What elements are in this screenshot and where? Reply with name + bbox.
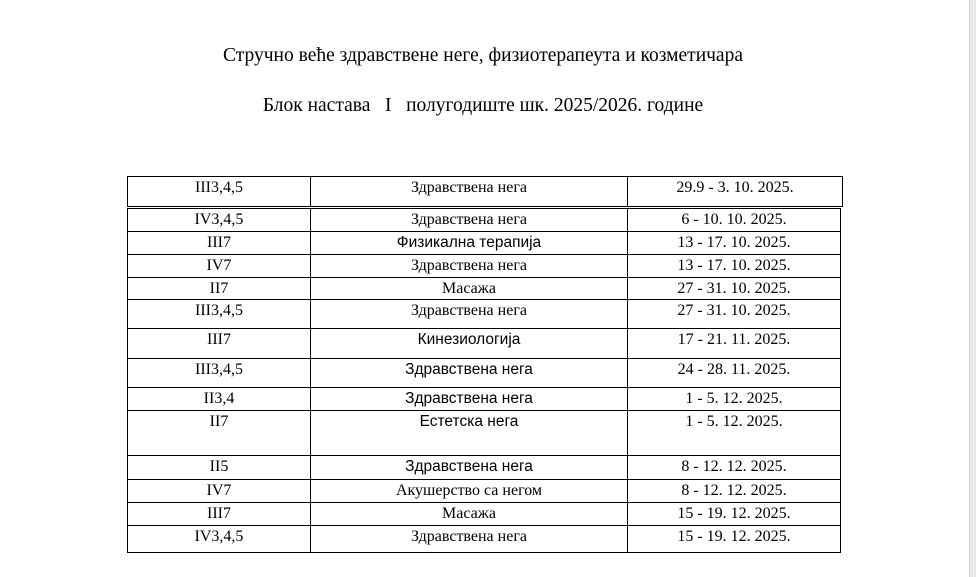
table-row [127,231,841,255]
subject-cell: Акушерство са негом [311,480,628,502]
subject-cell: Здравствена нега [311,209,628,231]
table-row [127,254,841,278]
subject-cell: Кинезиологија [311,329,628,358]
dates-cell: 27 - 31. 10. 2025. [677,280,791,297]
dates-cell: 13 - 17. 10. 2025. [677,234,791,251]
table-row [127,455,841,480]
subject-cell: Здравствена нега [311,456,628,479]
dates-cell: 24 - 28. 11. 2025. [677,361,791,378]
class-cell: III3,4,5 [128,359,311,387]
class-cell: IV3,4,5 [128,526,311,552]
subject-cell: Здравствена нега [311,526,628,552]
table-row [127,502,841,526]
class-cell: II7 [128,411,311,455]
subject-cell: Физикална терапија [311,232,628,254]
table-row [127,410,841,456]
dates-cell: 1 - 5. 12. 2025. [685,390,783,407]
class-cell: III7 [128,503,311,525]
subject-cell: Здравствена нега [311,359,628,387]
subject-cell: Здравствена нега [311,177,628,206]
dates-cell: 17 - 21. 11. 2025. [677,331,791,348]
table-row [127,176,843,207]
class-cell: III7 [128,329,311,358]
table-row [127,479,841,503]
class-cell: II7 [128,278,311,299]
table-row [127,358,841,388]
table-row [127,387,841,411]
class-cell: III3,4,5 [128,177,311,206]
class-cell: II3,4 [128,388,311,410]
dates-cell: 29.9 - 3. 10. 2025. [676,179,794,196]
class-cell: IV7 [128,255,311,277]
page-right-edge [969,0,976,577]
subject-cell: Масажа [311,278,628,299]
subject-cell: Здравствена нега [311,300,628,328]
subject-cell: Здравствена нега [311,255,628,277]
subject-cell: Масажа [311,503,628,525]
class-cell: III3,4,5 [128,300,311,328]
class-cell: IV7 [128,480,311,502]
dates-cell: 8 - 12. 12. 2025. [681,458,787,475]
dates-cell: 13 - 17. 10. 2025. [677,257,791,274]
dates-cell: 6 - 10. 10. 2025. [681,211,787,228]
dates-cell: 1 - 5. 12. 2025. [685,413,783,430]
class-cell: II5 [128,456,311,479]
table-row [127,277,841,300]
table-row [127,299,841,329]
table-row [127,525,841,553]
table-row [127,208,841,232]
table-row [127,328,841,359]
page-title: Стручно веће здравствене неге, физиотерапеута и козметичара [222,45,743,66]
class-cell: III7 [128,232,311,254]
subject-cell: Здравствена нега [311,388,628,410]
class-cell: IV3,4,5 [128,209,311,231]
dates-cell: 15 - 19. 12. 2025. [677,505,791,522]
dates-cell: 15 - 19. 12. 2025. [677,528,791,545]
page-subtitle: Блок настава I полугодиште шк. 2025/2026. године [262,95,704,116]
subject-cell: Естетска нега [311,411,628,455]
dates-cell: 8 - 12. 12. 2025. [681,482,787,499]
dates-cell: 27 - 31. 10. 2025. [677,302,791,319]
